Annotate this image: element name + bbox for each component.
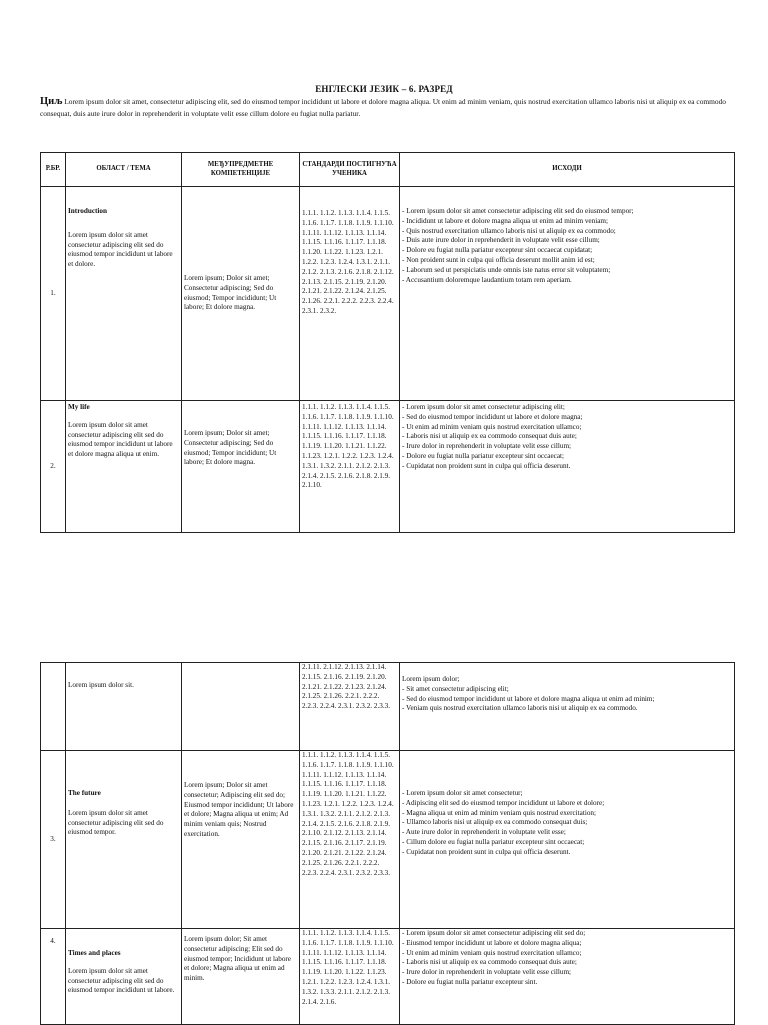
header-area: ОБЛАСТ / ТЕМА (66, 153, 182, 187)
table-row (41, 663, 735, 751)
row-outcomes: - Lorem ipsum dolor sit amet consectetur adipiscing elit sed do; - Eiusmod tempor incididunt ut labore et dolore magna aliqua; - Ut enim ad minim veniam quis nostrud exercitation ullamco; - Laboris nisi ut aliquip ex ea commodo consequat duis aute; - Irure dolor in reprehenderit in voluptate velit esse cillum; - Dolore eu fugiat nulla pariatur excepteur sint. (400, 929, 735, 1025)
topic-description: Lorem ipsum dolor sit amet consectetur adipiscing elit sed do eiusmod tempor incididunt ut labore et dolore. (68, 230, 173, 269)
topic-description: Lorem ipsum dolor sit amet consectetur adipiscing elit sed do eiusmod tempor incididunt ut labore. (68, 966, 175, 995)
topic-title: Times and places (68, 949, 121, 957)
page-title: ЕНГЛЕСКИ ЈЕЗИК – 6. РАЗРЕД (315, 84, 453, 94)
row-competencies: Lorem ipsum; Dolor sit amet consectetur; Adipiscing elit sed do; Eiusmod tempor incididunt; Ut labore et dolore; Magna aliqua ut enim; Ad minim veniam quis; Nostrud exercitation. (182, 751, 300, 929)
row-number (41, 663, 66, 751)
row-competencies (182, 663, 300, 751)
row-standards: 2.1.11. 2.1.12. 2.1.13. 2.1.14. 2.1.15. 2.1.16. 2.1.19. 2.1.20. 2.1.21. 2.1.22. 2.1.23. 2.1.24. 2.1.25. 2.1.26. 2.2.1. 2.2.2. 2.2.3. 2.2.4. 2.3.1. 2.3.2. 2.3.3. (300, 663, 400, 751)
row-topic (66, 751, 182, 929)
curriculum-table-part-2 (40, 662, 735, 1025)
header-rbr: Р.БР. (41, 153, 66, 187)
row-competencies: Lorem ipsum; Dolor sit amet; Consectetur adipiscing; Sed do eiusmod; Tempor incididunt; Ut labore; Et dolore magna. (182, 187, 300, 401)
row-competencies: Lorem ipsum; Dolor sit amet; Consectetur adipiscing; Sed do eiusmod; Tempor incididunt; Ut labore; Et dolore magna. (182, 401, 300, 533)
header-standards: СТАНДАРДИ ПОСТИГНУЋА УЧЕНИКА (300, 153, 400, 187)
row-standards: 1.1.1. 1.1.2. 1.1.3. 1.1.4. 1.1.5. 1.1.6. 1.1.7. 1.1.8. 1.1.9. 1.1.10. 1.1.11. 1.1.12. 1.1.13. 1.1.14. 1.1.15. 1.1.16. 1.1.17. 1.1.18. 1.1.19. 1.1.20. 1.1.22. 1.1.23. 1.2.1. 1.2.2. 1.2.3. 1.2.4. 1.3.1. 1.3.2. 1.3.3. 2.1.1. 2.1.2. 2.1.3. 2.1.4. 2.1.6. (300, 929, 400, 1025)
header-outcomes: ИСХОДИ (400, 153, 735, 187)
topic-description: Lorem ipsum dolor sit. (68, 681, 134, 689)
table-row (41, 401, 735, 533)
topic-title: Introduction (68, 207, 108, 215)
row-competencies: Lorem ipsum dolor; Sit amet consectetur adipiscing; Elit sed do eiusmod tempor; Incididunt ut labore et dolore; Magna aliqua ut enim ad minim. (182, 929, 300, 1025)
topic-description: Lorem ipsum dolor sit amet consectetur adipiscing elit sed do eiusmod tempor. (68, 808, 164, 837)
intro-paragraph (40, 96, 726, 120)
row-topic (66, 187, 182, 401)
row-number: 3. (41, 751, 66, 929)
row-topic (66, 663, 182, 751)
row-topic (66, 401, 182, 533)
row-standards: 1.1.1. 1.1.2. 1.1.3. 1.1.4. 1.1.5. 1.1.6. 1.1.7. 1.1.8. 1.1.9. 1.1.10. 1.1.11. 1.1.12. 1.1.13. 1.1.14. 1.1.15. 1.1.16. 1.1.17. 1.1.18. 1.1.19. 1.1.20. 1.1.21. 1.1.22. 1.1.23. 1.2.1. 1.2.2. 1.2.3. 1.2.4. 1.3.1. 1.3.2. 2.1.1. 2.1.2. 2.1.3. 2.1.4. 2.1.5. 2.1.6. 2.1.8. 2.1.9. 2.1.10. (300, 401, 400, 533)
header-competencies: МЕЂУПРЕДМЕТНЕ КОМПЕТЕНЦИЈЕ (182, 153, 300, 187)
topic-title: The future (68, 789, 101, 797)
table-header-row (41, 153, 735, 187)
row-outcomes: - Lorem ipsum dolor sit amet consectetur adipiscing elit sed do eiusmod tempor; - Incididunt ut labore et dolore magna aliqua ut enim ad minim veniam; - Quis nostrud exercitation ullamco laboris nisi ut aliquip ex ea commodo; - Duis aute irure dolor in reprehenderit in voluptate velit esse cillum; - Dolore eu fugiat nulla pariatur excepteur sint occaecat cupidatat; - Non proident sunt in culpa qui officia deserunt mollit anim id est; - Laborum sed ut perspiciatis unde omnis iste natus error sit voluptatem; - Accusantium doloremque laudantium totam rem aperiam. (400, 187, 735, 401)
table-row (41, 929, 735, 1025)
row-outcomes: - Lorem ipsum dolor sit amet consectetur adipiscing elit; - Sed do eiusmod tempor incididunt ut labore et dolore magna; - Ut enim ad minim veniam quis nostrud exercitation ullamco; - Laboris nisi ut aliquip ex ea commodo consequat duis aute; - Irure dolor in reprehenderit in voluptate velit esse cillum; - Dolore eu fugiat nulla pariatur excepteur sint occaecat; - Cupidatat non proident sunt in culpa qui officia deserunt. (400, 401, 735, 533)
row-topic (66, 929, 182, 1025)
topic-title: My life (68, 403, 90, 411)
row-standards: 1.1.1. 1.1.2. 1.1.3. 1.1.4. 1.1.5. 1.1.6. 1.1.7. 1.1.8. 1.1.9. 1.1.10. 1.1.11. 1.1.12. 1.1.13. 1.1.14. 1.1.15. 1.1.16. 1.1.17. 1.1.18. 1.1.20. 1.1.22. 1.1.23. 1.2.1. 1.2.2. 1.2.3. 1.2.4. 1.3.1. 2.1.1. 2.1.2. 2.1.3. 2.1.6. 2.1.8. 2.1.12. 2.1.13. 2.1.15. 2.1.19. 2.1.20. 2.1.21. 2.1.22. 2.1.24. 2.1.25. 2.1.26. 2.2.1. 2.2.2. 2.2.3. 2.2.4. 2.3.1. 2.3.2. (300, 187, 400, 401)
row-number: 4. (41, 929, 66, 1025)
table-row (41, 751, 735, 929)
intro-lead: Циљ (40, 96, 63, 107)
topic-description: Lorem ipsum dolor sit amet consectetur adipiscing elit sed do eiusmod tempor incididunt ut labore et dolore magna aliqua ut enim. (68, 420, 173, 459)
row-outcomes: - Lorem ipsum dolor sit amet consectetur; - Adipiscing elit sed do eiusmod tempor incididunt ut labore et dolore; - Magna aliqua ut enim ad minim veniam quis nostrud exercitation; - Ullamco laboris nisi ut aliquip ex ea commodo consequat duis; - Aute irure dolor in reprehenderit in voluptate velit esse; - Cillum dolore eu fugiat nulla pariatur excepteur sint occaecat; - Cupidatat non proident sunt in culpa qui officia deserunt. (400, 751, 735, 929)
curriculum-table-part-1 (40, 152, 735, 533)
table-row (41, 187, 735, 401)
intro-text: Lorem ipsum dolor sit amet, consectetur adipiscing elit, sed do eiusmod tempor incididunt ut labore et dolore magna aliqua. Ut enim ad minim veniam, quis nostrud exercitation ullamco laboris nisi ut aliquip ex ea commodo consequat, duis aute irure dolor in reprehenderit in voluptate velit esse cillum dolore eu fugiat nulla pariatur. (40, 97, 726, 118)
row-number: 2. (41, 401, 66, 533)
row-standards: 1.1.1. 1.1.2. 1.1.3. 1.1.4. 1.1.5. 1.1.6. 1.1.7. 1.1.8. 1.1.9. 1.1.10. 1.1.11. 1.1.12. 1.1.13. 1.1.14. 1.1.15. 1.1.16. 1.1.17. 1.1.18. 1.1.19. 1.1.20. 1.1.21. 1.1.22. 1.1.23. 1.2.1. 1.2.2. 1.2.3. 1.2.4. 1.3.1. 1.3.2. 2.1.1. 2.1.2. 2.1.3. 2.1.4. 2.1.5. 2.1.6. 2.1.8. 2.1.9. 2.1.10. 2.1.12. 2.1.13. 2.1.14. 2.1.15. 2.1.16. 2.1.17. 2.1.19. 2.1.20. 2.1.21. 2.1.22. 2.1.24. 2.1.25. 2.1.26. 2.2.1. 2.2.2. 2.2.3. 2.2.4. 2.3.1. 2.3.2. 2.3.3. (300, 751, 400, 929)
row-number: 1. (41, 187, 66, 401)
row-outcomes: Lorem ipsum dolor; - Sit amet consectetur adipiscing elit; - Sed do eiusmod tempor incididunt ut labore et dolore magna aliqua ut enim ad minim; - Veniam quis nostrud exercitation ullamco laboris nisi ut aliquip ex ea commodo. (400, 663, 735, 751)
